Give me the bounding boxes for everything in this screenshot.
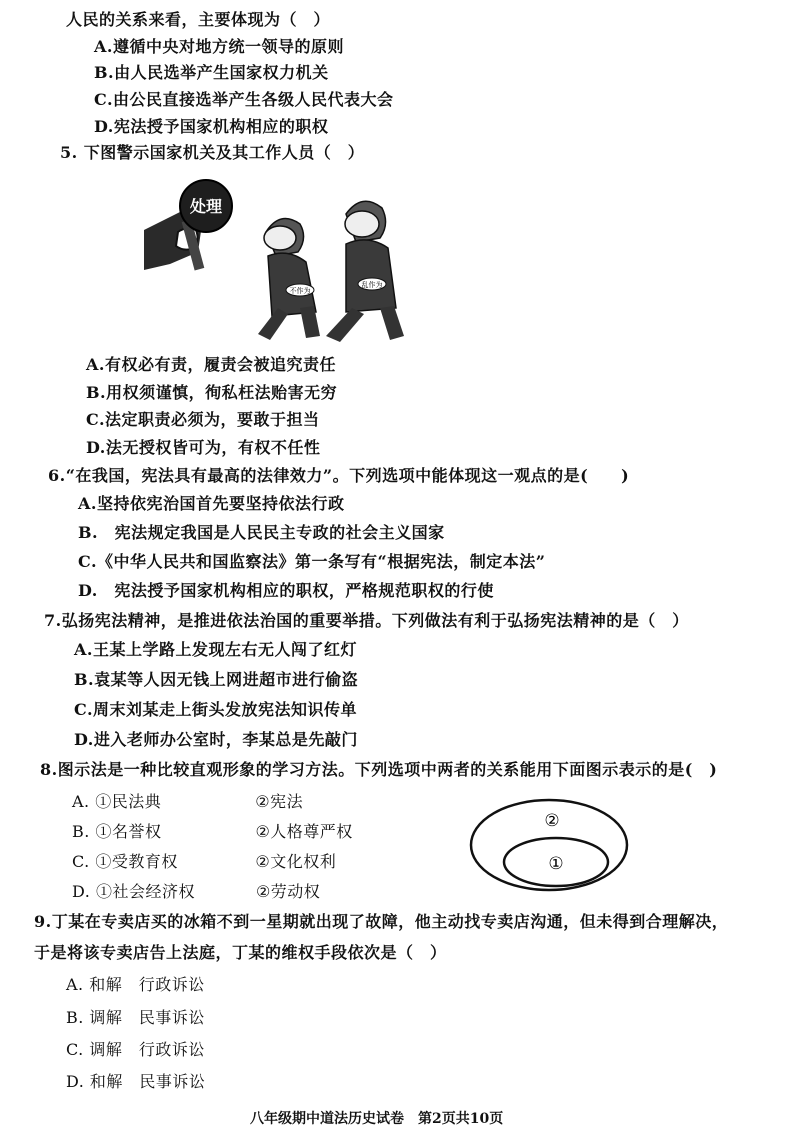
q8-option-c-second: ②文化权利: [255, 852, 337, 871]
q8-venn-diagram: [468, 798, 630, 894]
q5-option-b[interactable]: B.用权须谨慎，徇私枉法贻害无穷: [86, 383, 338, 402]
outer-label: ②: [544, 811, 560, 831]
page-footer: 八年级期中道法历史试卷 第2页共10页: [250, 1111, 504, 1127]
q8-option-c[interactable]: [72, 852, 336, 872]
q4-option-b[interactable]: B.由人民选举产生国家权力机关: [94, 63, 329, 82]
q8-option-b-first: ①名誉权: [95, 822, 162, 841]
q4-option-d[interactable]: D.宪法授予国家机构相应的职权: [94, 117, 329, 136]
badge-2-text: 乱作为: [361, 281, 383, 289]
q8-option-b[interactable]: [72, 822, 353, 842]
q7-option-d[interactable]: D.进入老师办公室时，李某总是先敲门: [74, 730, 358, 749]
q9-option-c[interactable]: C. 调解 行政诉讼: [66, 1040, 205, 1059]
sign-text: 处理: [189, 197, 223, 216]
q8-option-d-first: ①社会经济权: [95, 882, 195, 901]
q9-option-d[interactable]: D. 和解 民事诉讼: [66, 1072, 206, 1091]
q5-option-d[interactable]: D.法无授权皆可为，有权不任性: [86, 438, 321, 457]
q9-stem-line2: 于是将该专卖店告上法庭，丁某的维权手段依次是（ ）: [34, 943, 447, 962]
q5-cartoon-image: [140, 172, 420, 347]
q4-stem-tail: 人民的关系来看，主要体现为（ ）: [66, 10, 331, 29]
q6-stem: 6.“在我国，宪法具有最高的法律效力”。下列选项中能体现这一观点的是( ): [48, 466, 630, 485]
q7-option-a[interactable]: A.王某上学路上发现左右无人闯了红灯: [74, 640, 357, 659]
official-figure-2: [326, 201, 404, 342]
q8-option-c-first: ①受教育权: [95, 852, 178, 871]
q4-option-c[interactable]: C.由公民直接选举产生各级人民代表大会: [94, 90, 394, 109]
q7-option-c[interactable]: C.周末刘某走上街头发放宪法知识传单: [74, 700, 358, 719]
q9-option-a[interactable]: A. 和解 行政诉讼: [66, 975, 205, 994]
q6-option-d[interactable]: D. 宪法授予国家机构相应的职权，严格规范职权的行使: [78, 581, 494, 600]
q5-option-a[interactable]: A.有权必有责，履责会被追究责任: [86, 355, 336, 374]
q8-option-d-second: ②劳动权: [255, 882, 321, 901]
q6-option-c[interactable]: C.《中华人民共和国监察法》第一条写有“根据宪法，制定本法”: [78, 552, 546, 571]
inner-label: ①: [548, 854, 564, 874]
q5-stem: 5. 下图警示国家机关及其工作人员（ ）: [60, 143, 365, 162]
q6-option-b[interactable]: B. 宪法规定我国是人民民主专政的社会主义国家: [78, 523, 445, 542]
q7-stem: 7.弘扬宪法精神，是推进依法治国的重要举措。下列做法有利于弘扬宪法精神的是（ ）: [44, 611, 689, 630]
q8-option-c-letter: C.: [72, 852, 90, 871]
q8-option-b-second: ②人格尊严权: [255, 822, 353, 841]
q8-option-d-letter: D.: [72, 882, 91, 901]
q8-option-a[interactable]: [72, 792, 303, 812]
q5-option-c[interactable]: C.法定职责必须为，要敢于担当: [86, 410, 320, 429]
badge-1-text: 不作为: [289, 287, 311, 295]
q8-option-a-letter: A.: [72, 792, 90, 811]
q9-option-b[interactable]: B. 调解 民事诉讼: [66, 1008, 205, 1027]
official-figure-1: [258, 219, 320, 340]
q8-option-a-first: ①民法典: [95, 792, 162, 811]
q8-option-d[interactable]: [72, 882, 320, 902]
q7-option-b[interactable]: B.袁某等人因无钱上网进超市进行偷盗: [74, 670, 359, 689]
q8-option-a-second: ②宪法: [255, 792, 304, 811]
q4-option-a[interactable]: A.遵循中央对地方统一领导的原则: [94, 37, 344, 56]
q8-option-b-letter: B.: [72, 822, 90, 841]
q6-option-a[interactable]: A.坚持依宪治国首先要坚持依法行政: [78, 494, 345, 513]
q8-stem: 8.图示法是一种比较直观形象的学习方法。下列选项中两者的关系能用下面图示表示的是( ): [40, 760, 718, 779]
q9-stem-line1: 9.丁某在专卖店买的冰箱不到一星期就出现了故障，他主动找专卖店沟通，但未得到合理解决，: [34, 912, 729, 931]
